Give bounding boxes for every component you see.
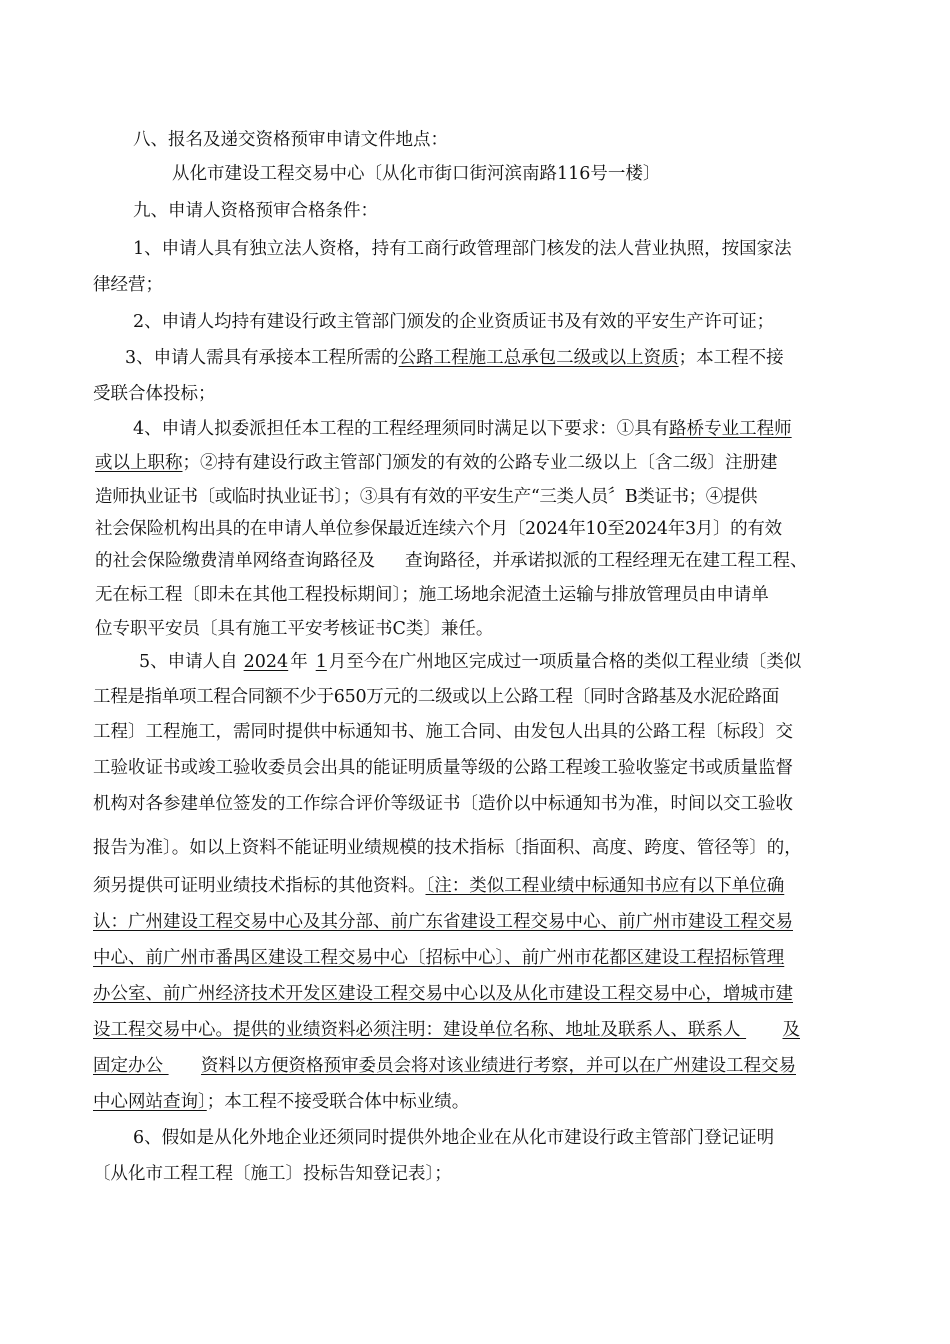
condition-4-line-4: 社会保险机构出具的在申请人单位参保最近连续六个月〔2024年10至2024年3月〕的有效 <box>95 519 782 539</box>
note-start: 〔注：类似工程业绩中标通知书应有以下单位确 <box>425 876 785 896</box>
condition-4-line-3: 造师执业证书〔或临时执业证书〕；③具有有效的平安生产“三类人员〞B类证书；④提供 <box>95 487 758 507</box>
condition-5-text-c: 月至今在广州地区完成过一项质量合格的类似工程业绩〔类似 <box>328 652 802 672</box>
condition-4-line-2 <box>95 452 778 474</box>
condition-4-line-7: 位专职平安员〔具有施工平安考核证书C类〕兼任。 <box>95 619 494 639</box>
condition-4-text-c: 的社会保险缴费清单网络查询路径及 <box>95 551 375 571</box>
condition-5-line-3: 工程〕工程施工，需同时提供中标通知书、施工合同、由发包人出具的公路工程〔标段〕交 <box>93 722 793 742</box>
section-9-heading: 九、申请人资格预审合格条件： <box>133 201 378 221</box>
condition-5-line-5: 机构对各参建单位签发的工作综合评价等级证书〔造价以中标通知书为准，时间以交工验收 <box>93 794 793 814</box>
start-year: 2024 <box>243 652 289 672</box>
condition-6-line-2: 〔从化市工程工程〔施工〕投标告知登记表〕； <box>93 1164 452 1184</box>
condition-4-text-b: ；②持有建设行政主管部门颁发的有效的公路专业二级以上〔含二级〕注册建 <box>182 453 778 473</box>
condition-1-line-1: 1、申请人具有独立法人资格，持有工商行政管理部门核发的法人营业执照，按国家法 <box>133 239 792 259</box>
condition-5-line-6: 报告为准〕。如以上资料不能证明业绩规模的技术指标〔指面积、高度、跨度、管径等〕的， <box>93 838 802 858</box>
condition-6-line-1: 6、假如是从化外地企业还须同时提供外地企业在从化市建设行政主管部门登记证明 <box>133 1128 775 1148</box>
condition-1-line-2: 律经营； <box>93 275 163 295</box>
note-office-text: 固定办公 <box>93 1056 163 1076</box>
condition-3-text-b: ；本工程不接 <box>678 348 784 368</box>
condition-3-text-a: 3、申请人需具有承接本工程所需的 <box>125 348 399 368</box>
condition-5-note-line-1: 认：广州建设工程交易中心及其分部、前广东省建设工程交易中心、前广州市建设工程交易 <box>93 912 793 932</box>
condition-5-note-line-5 <box>93 1055 796 1077</box>
condition-3-line-1 <box>125 347 784 369</box>
section-8-heading: 八、报名及递交资格预审申请文件地点： <box>133 130 448 150</box>
condition-5-line-2: 工程是指单项工程合同额不少于650万元的二级或以上公路工程〔同时含路基及水泥砼路面 <box>93 687 780 707</box>
condition-5-text-e: ；本工程不接受联合体中标业绩。 <box>206 1092 470 1112</box>
condition-4-text-d: 查询路径，并承诺拟派的工程经理无在建工程工程、 <box>405 551 808 571</box>
condition-2: 2、申请人均持有建设行政主管部门颁发的企业资质证书及有效的平安生产许可证； <box>133 312 775 332</box>
note-office-cont: 资料以方便资格预审委员会将对该业绩进行考察，并可以在广州建设工程交易 <box>201 1056 796 1076</box>
required-title: 路桥专业工程师 <box>669 419 792 439</box>
required-title-cont: 或以上职称 <box>95 453 183 473</box>
condition-5-note-line-3: 办公室、前广州经济技术开发区建设工程交易中心以及从化市建设工程交易中心，增城市建 <box>93 984 793 1004</box>
condition-4-line-1 <box>133 418 792 440</box>
condition-5-line-end <box>93 1091 469 1113</box>
condition-4-text-a: 4、申请人拟委派担任本工程的工程经理须同时满足以下要求：①具有 <box>133 419 670 439</box>
condition-5-text-a: 5、申请人自 <box>139 652 238 672</box>
note-contact-and: 及 <box>782 1020 800 1040</box>
condition-5-note-line-4 <box>93 1019 800 1041</box>
condition-5-note-line-2: 中心、前广州市番禺区建设工程交易中心〔招标中心〕、前广州市花都区建设工程招标管理 <box>93 948 785 968</box>
note-end: 中心网站查询〕 <box>93 1092 207 1112</box>
note-contact-text: 设工程交易中心。提供的业绩资料必须注明：建设单位名称、地址及联系人、联系人 <box>93 1020 741 1040</box>
condition-5-line-1 <box>139 651 801 673</box>
condition-3-line-2: 受联合体投标； <box>93 384 216 404</box>
condition-5-text-b: 年 <box>290 652 308 672</box>
condition-5-text-d: 须另提供可证明业绩技术指标的其他资料。 <box>93 876 426 896</box>
condition-4-line-5 <box>95 550 808 572</box>
submission-address: 从化市建设工程交易中心〔从化市街口街河滨南路116号一楼〕 <box>172 164 661 184</box>
condition-5-line-4: 工验收证书或竣工验收委员会出具的能证明质量等级的公路工程竣工验收鉴定书或质量监督 <box>93 758 793 778</box>
condition-5-line-7 <box>93 875 784 897</box>
start-month: 1 <box>315 652 327 672</box>
condition-4-line-6: 无在标工程〔即未在其他工程投标期间〕；施工场地余泥渣土运输与排放管理员由申请单 <box>95 585 769 605</box>
required-qualification: 公路工程施工总承包二级或以上资质 <box>398 348 679 368</box>
